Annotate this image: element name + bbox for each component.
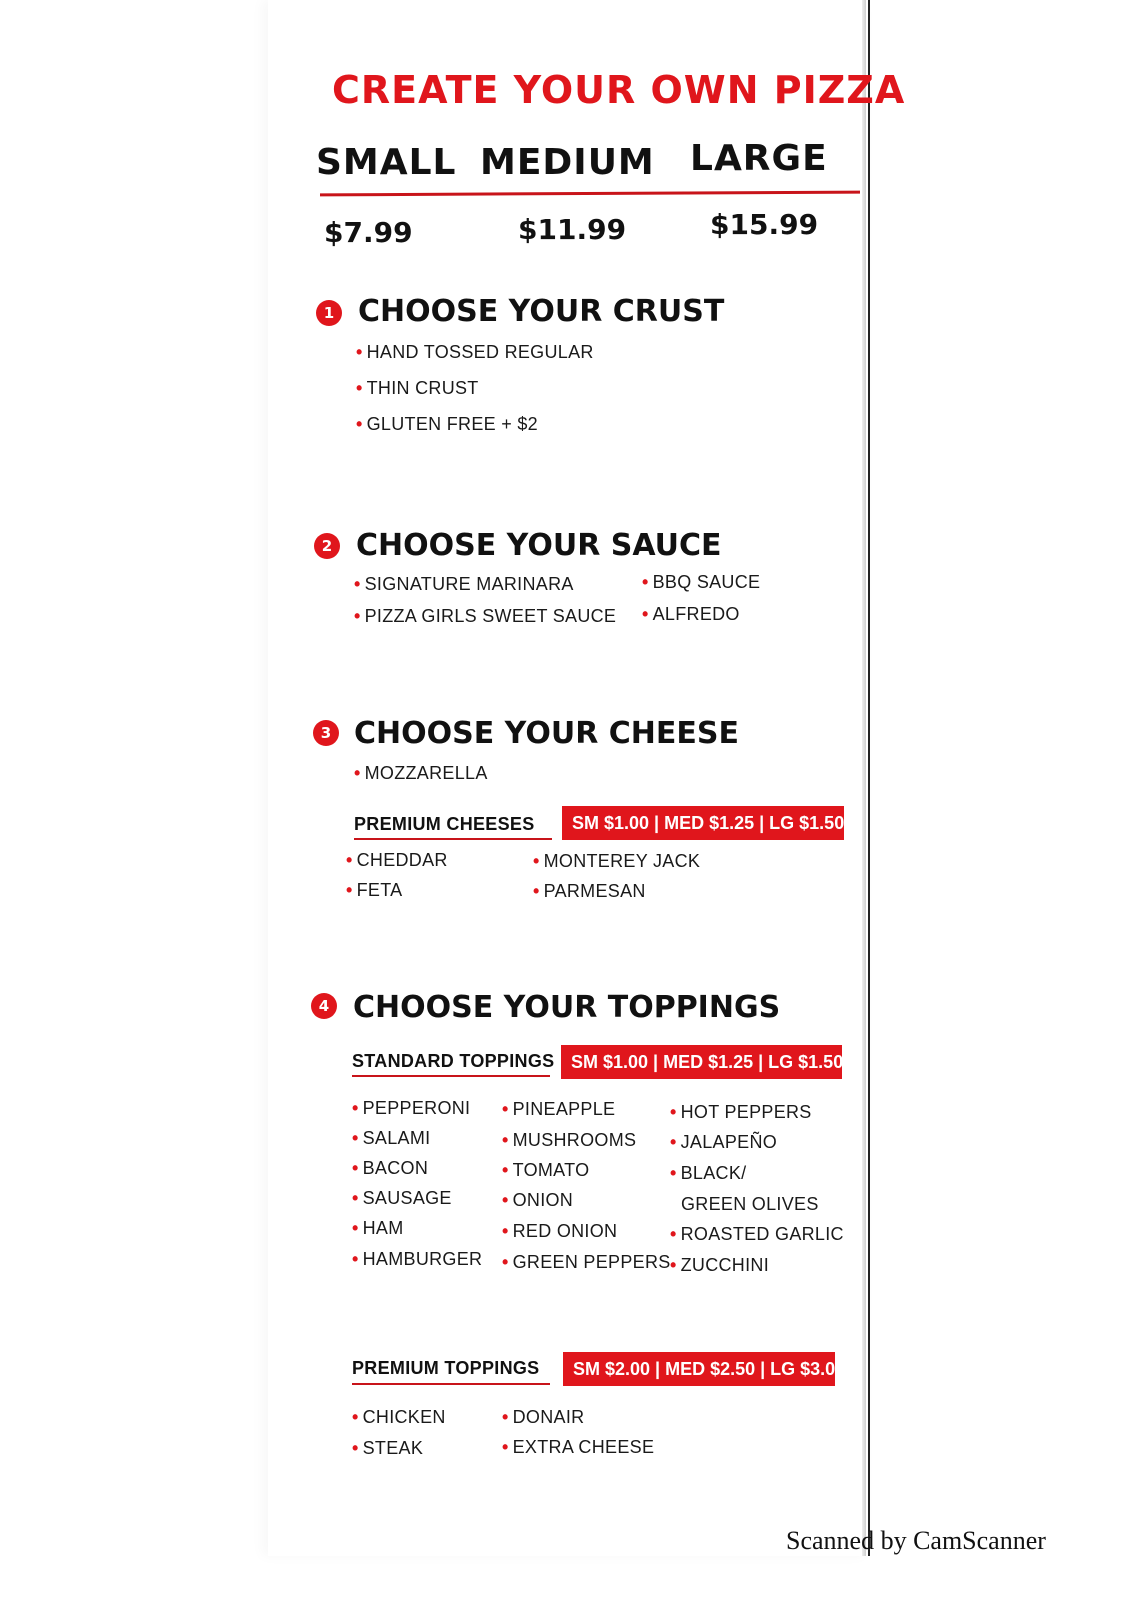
sauce-item: • BBQ SAUCE bbox=[642, 572, 761, 592]
cheese-item: • MOZZARELLA bbox=[354, 763, 488, 783]
topping-item: • RED ONION bbox=[502, 1221, 618, 1241]
cheese-item: • PARMESAN bbox=[533, 881, 646, 901]
standard-toppings-heading: STANDARD TOPPINGS bbox=[352, 1051, 555, 1071]
premium-toppings-heading: PREMIUM TOPPINGS bbox=[352, 1358, 540, 1378]
topping-item: • TOMATO bbox=[502, 1160, 590, 1180]
step-4-title: CHOOSE YOUR TOPPINGS bbox=[353, 990, 781, 1025]
premium-cheeses-heading: PREMIUM CHEESES bbox=[354, 814, 535, 834]
crust-item: • GLUTEN FREE + $2 bbox=[356, 414, 538, 434]
step-2-badge: 2 bbox=[314, 533, 340, 559]
premium-cheeses-rule bbox=[354, 838, 552, 840]
topping-item: • SAUSAGE bbox=[352, 1188, 452, 1208]
price-large: $15.99 bbox=[710, 208, 819, 241]
topping-item: • HAM bbox=[352, 1218, 404, 1238]
premium-toppings-price: SM $2.00 | MED $2.50 | LG $3.00 bbox=[563, 1352, 835, 1386]
topping-item: • STEAK bbox=[352, 1438, 424, 1458]
standard-toppings-price: SM $1.00 | MED $1.25 | LG $1.50 bbox=[561, 1045, 842, 1079]
cheese-item: • MONTEREY JACK bbox=[533, 851, 701, 871]
topping-item: • PEPPERONI bbox=[352, 1098, 471, 1118]
topping-item: • ROASTED GARLIC bbox=[670, 1224, 844, 1244]
topping-item-continued: GREEN OLIVES bbox=[681, 1194, 819, 1214]
topping-item: • BACON bbox=[352, 1158, 429, 1178]
size-small-label: SMALL bbox=[316, 142, 457, 183]
topping-item: • HAMBURGER bbox=[352, 1249, 483, 1269]
step-1-badge: 1 bbox=[316, 300, 342, 326]
topping-item: • ZUCCHINI bbox=[670, 1255, 770, 1275]
size-large-label: LARGE bbox=[690, 138, 828, 179]
topping-item: • GREEN PEPPERS bbox=[502, 1252, 671, 1272]
topping-item: • BLACK/ bbox=[670, 1163, 747, 1183]
sauce-item: • PIZZA GIRLS SWEET SAUCE bbox=[354, 606, 617, 626]
step-3-title: CHOOSE YOUR CHEESE bbox=[354, 716, 739, 751]
step-3-badge: 3 bbox=[313, 720, 339, 746]
crust-item: • HAND TOSSED REGULAR bbox=[356, 342, 594, 362]
topping-item: • HOT PEPPERS bbox=[670, 1102, 812, 1122]
scanner-watermark: Scanned by CamScanner bbox=[786, 1526, 1046, 1555]
price-medium: $11.99 bbox=[518, 213, 627, 246]
page-edge bbox=[862, 0, 866, 1556]
topping-item: • DONAIR bbox=[502, 1407, 585, 1427]
topping-item: • SALAMI bbox=[352, 1128, 431, 1148]
step-1-title: CHOOSE YOUR CRUST bbox=[358, 294, 725, 329]
step-2-title: CHOOSE YOUR SAUCE bbox=[356, 528, 722, 563]
topping-item: • MUSHROOMS bbox=[502, 1130, 637, 1150]
sauce-item: • ALFREDO bbox=[642, 604, 740, 624]
cheese-item: • FETA bbox=[346, 880, 403, 900]
topping-item: • JALAPEÑO bbox=[670, 1132, 778, 1152]
step-4-badge: 4 bbox=[311, 993, 337, 1019]
price-small: $7.99 bbox=[324, 216, 413, 249]
premium-toppings-rule bbox=[352, 1383, 550, 1385]
page-title: CREATE YOUR OWN PIZZA bbox=[332, 68, 906, 112]
sauce-item: • SIGNATURE MARINARA bbox=[354, 574, 574, 594]
standard-toppings-rule bbox=[352, 1075, 550, 1077]
topping-item: • PINEAPPLE bbox=[502, 1099, 616, 1119]
size-medium-label: MEDIUM bbox=[480, 142, 655, 183]
cheese-item: • CHEDDAR bbox=[346, 850, 448, 870]
premium-cheeses-price: SM $1.00 | MED $1.25 | LG $1.50 bbox=[562, 806, 844, 840]
topping-item: • EXTRA CHEESE bbox=[502, 1437, 655, 1457]
crust-item: • THIN CRUST bbox=[356, 378, 479, 398]
topping-item: • CHICKEN bbox=[352, 1407, 446, 1427]
topping-item: • ONION bbox=[502, 1190, 574, 1210]
